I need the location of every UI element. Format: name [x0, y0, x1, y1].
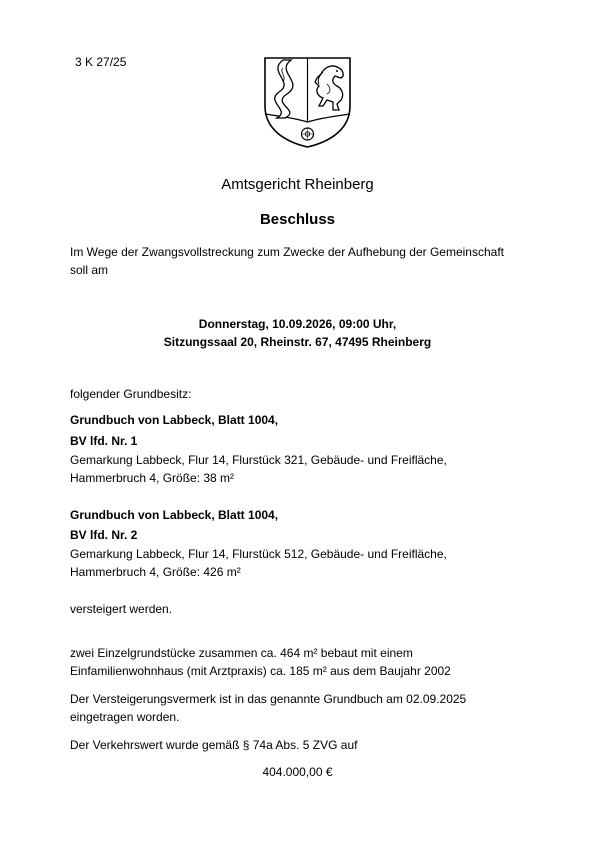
parcel-1-grundbuch: Grundbuch von Labbeck, Blatt 1004, [70, 413, 279, 427]
summary-line-1: zwei Einzelgrundstücke zusammen ca. 464 m² bebaut mit einem [70, 646, 413, 660]
value-line: Der Verkehrswert wurde gemäß § 74a Abs. 5 ZVG auf [70, 738, 358, 752]
parcel-1-bv: BV lfd. Nr. 1 [70, 434, 138, 448]
intro-line-2: soll am [70, 263, 109, 277]
note-line-2: eingetragen worden. [70, 710, 180, 724]
auction-location: Sitzungssaal 20, Rheinstr. 67, 47495 Rheinberg [163, 335, 432, 349]
auction-date: Donnerstag, 10.09.2026, 09:00 Uhr, [198, 317, 397, 331]
case-number: 3 K 27/25 [75, 55, 127, 69]
document-title: Beschluss [259, 211, 336, 228]
parcel-2-bv: BV lfd. Nr. 2 [70, 528, 138, 542]
coat-of-arms-icon [261, 54, 354, 149]
following-label: folgender Grundbesitz: [70, 387, 192, 401]
parcel-2-grundbuch: Grundbuch von Labbeck, Blatt 1004, [70, 508, 279, 522]
value-amount: 404.000,00 € [262, 765, 333, 779]
parcel-1-desc-2: Hammerbruch 4, Größe: 38 m² [70, 471, 235, 485]
parcel-1-desc-1: Gemarkung Labbeck, Flur 14, Flurstück 321, Gebäude- und Freifläche, [70, 453, 447, 467]
auctioned-text: versteigert werden. [70, 602, 173, 616]
note-line-1: Der Versteigerungsvermerk ist in das genannte Grundbuch am 02.09.2025 [70, 692, 467, 706]
intro-line-1: Im Wege der Zwangsvollstreckung zum Zwecke der Aufhebung der Gemeinschaft [70, 245, 504, 259]
parcel-2-desc-2: Hammerbruch 4, Größe: 426 m² [70, 565, 241, 579]
summary-line-2: Einfamilienwohnhaus (mit Arztpraxis) ca. 185 m² aus dem Baujahr 2002 [70, 664, 451, 678]
court-name: Amtsgericht Rheinberg [221, 176, 374, 193]
parcel-2-desc-1: Gemarkung Labbeck, Flur 14, Flurstück 512, Gebäude- und Freifläche, [70, 547, 447, 561]
